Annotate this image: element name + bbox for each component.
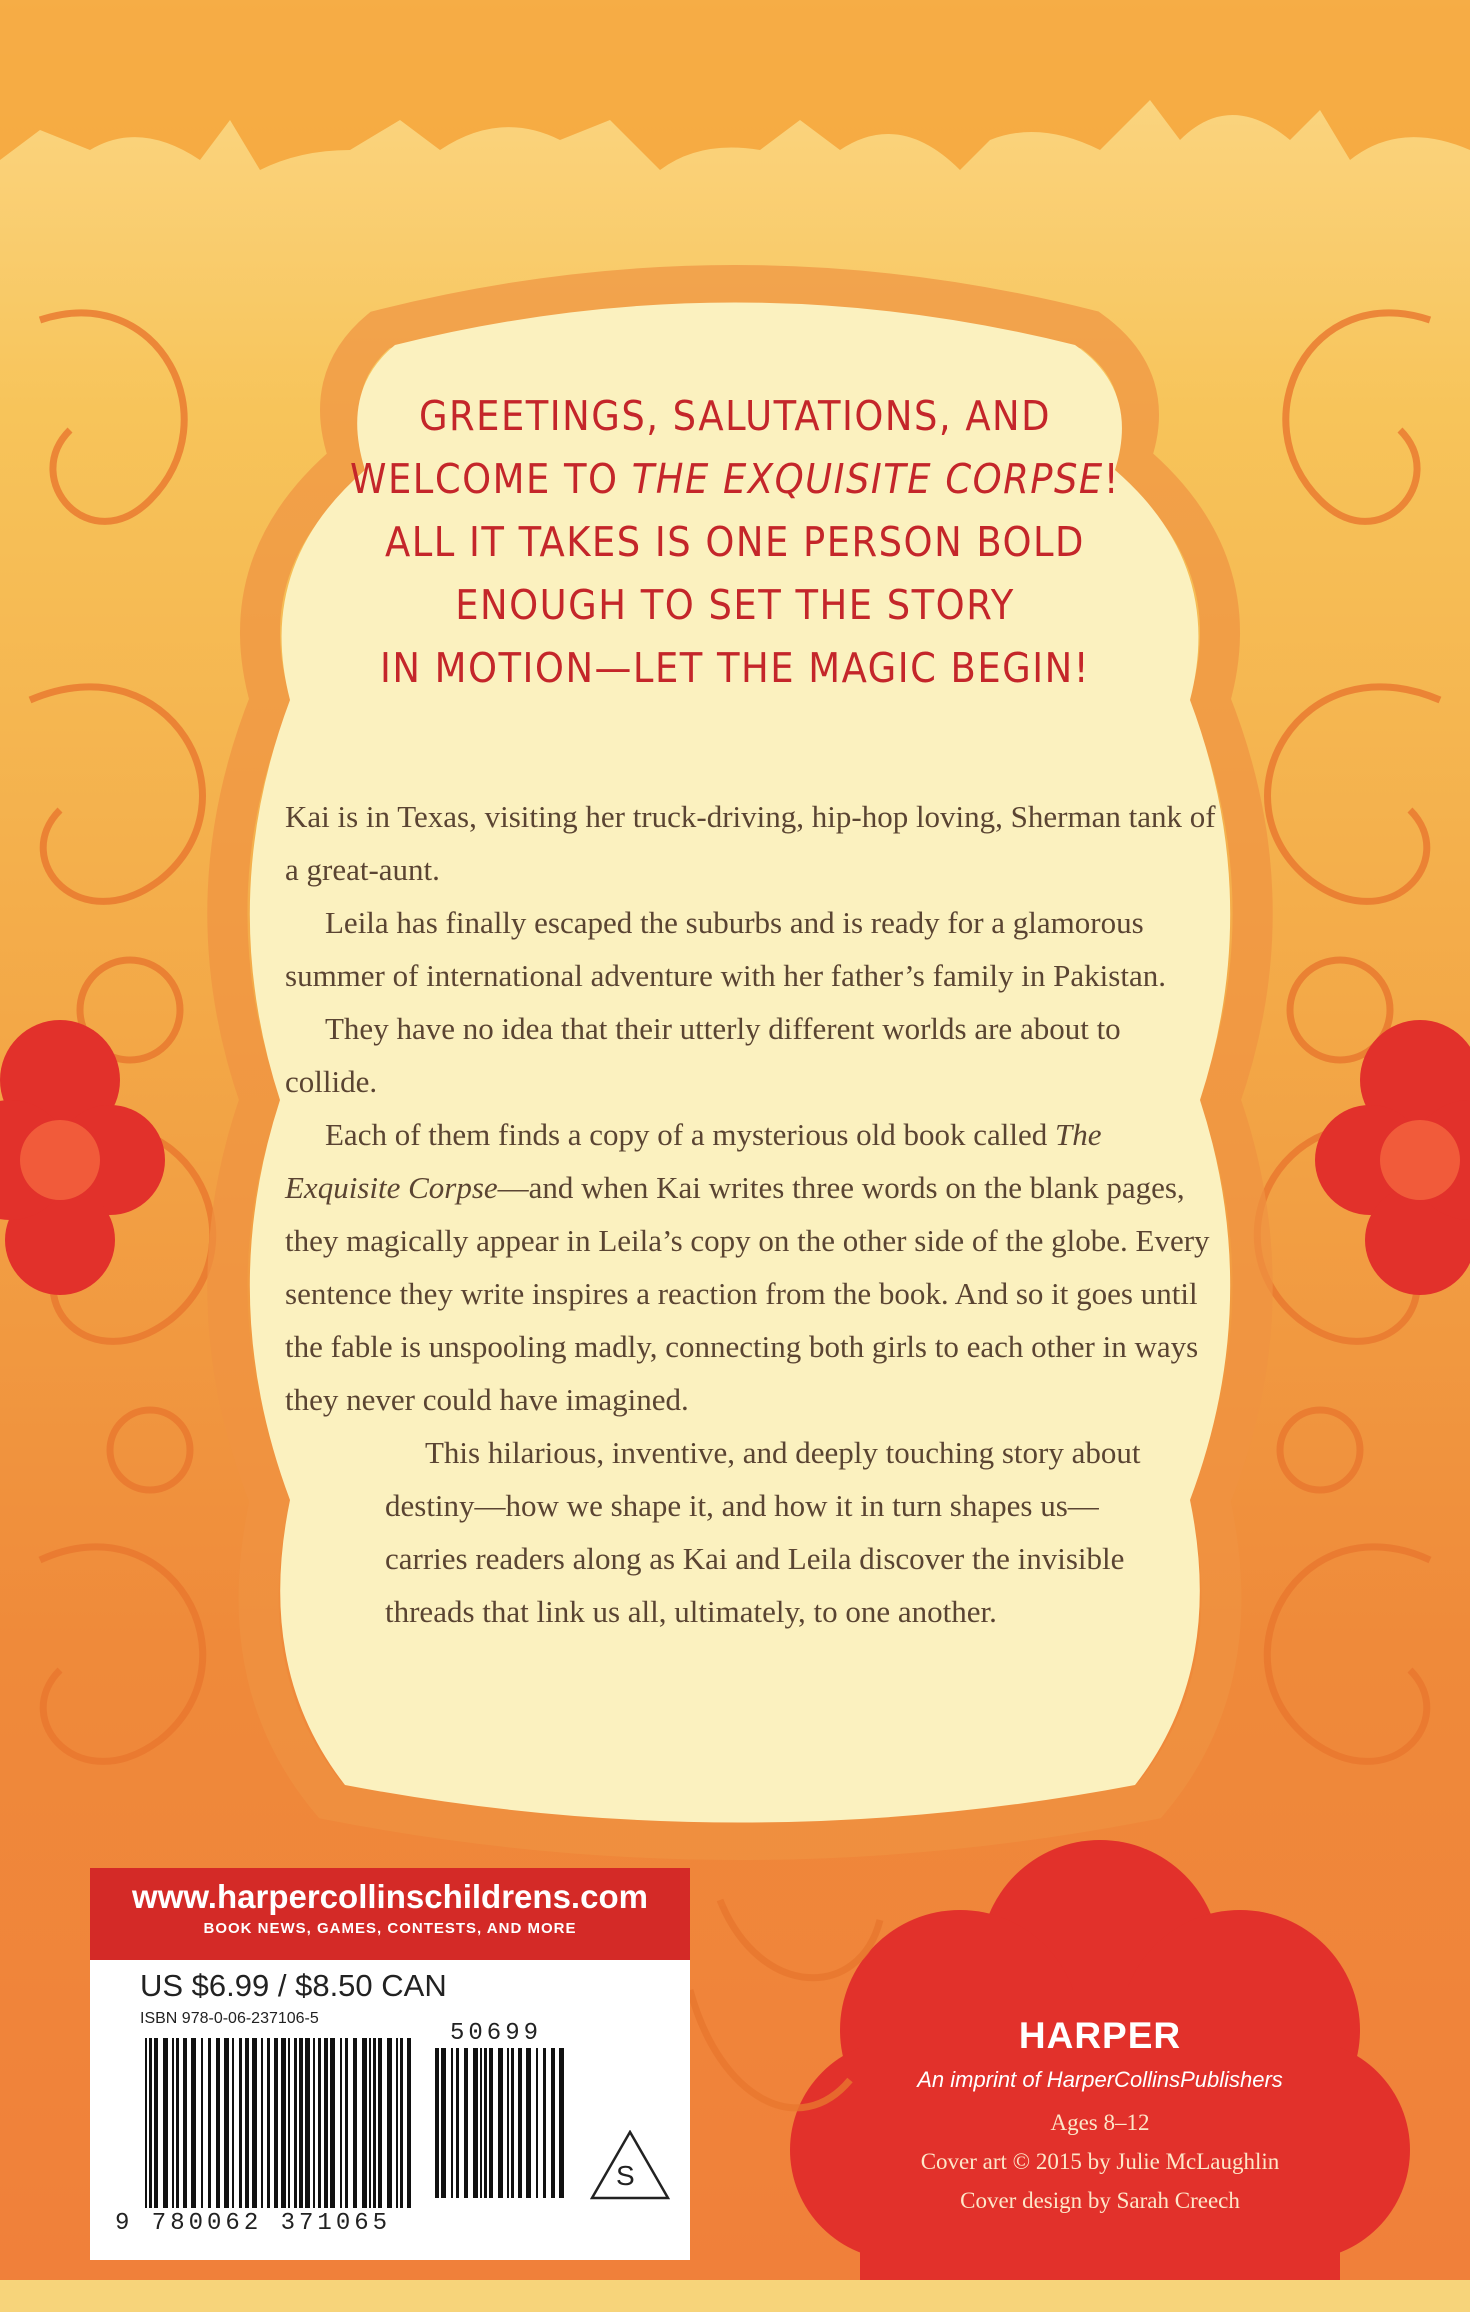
imprint bbox=[820, 2015, 1380, 2220]
blurb bbox=[285, 790, 1220, 1638]
cover-design-credit: Cover design by Sarah Creech bbox=[960, 2188, 1240, 2213]
website-tagline: BOOK NEWS, GAMES, CONTESTS, AND MORE bbox=[203, 1920, 577, 1937]
barcode-box bbox=[90, 1960, 690, 2260]
price-code: 50699 bbox=[450, 2020, 543, 2047]
blurb-paragraph: Leila has finally escaped the suburbs and is ready for a glamorous summer of international adventure with her father’s family in Pakistan. bbox=[285, 905, 1166, 993]
city-skyline-icon bbox=[0, 0, 1470, 170]
website-banner bbox=[90, 1868, 690, 1960]
age-range: Ages 8–12 bbox=[1050, 2110, 1150, 2135]
blurb-paragraph: Kai is in Texas, visiting her truck-driving, hip-hop loving, Sherman tank of a great-aunt. bbox=[285, 799, 1216, 887]
isbn: ISBN 978-0-06-237106-5 bbox=[140, 2010, 319, 2027]
cover-art-credit: Cover art © 2015 by Julie McLaughlin bbox=[920, 2149, 1280, 2174]
blurb-paragraph: Each of them finds a copy of a mysterious old book called The Exquisite Corpse—and when Kai writes three words on the blank pages, they magically appear in Leila’s copy on the other side of the globe. Every sentence they write inspires a reaction from the book. And so it goes until the fable is unspooling madly, connecting both girls to each other in ways they never could have imagined. bbox=[285, 1117, 1210, 1417]
imprint-line: An imprint of HarperCollinsPublishers bbox=[917, 2067, 1283, 2092]
barcode-digits: 9 780062 371065 bbox=[115, 2210, 392, 2237]
price: US $6.99 / $8.50 CAN bbox=[140, 1968, 447, 2003]
website-url[interactable]: www.harpercollinschildrens.com bbox=[132, 1878, 648, 1915]
price-barcode-icon bbox=[435, 2048, 565, 2198]
book-title: The Exquisite Corpse bbox=[285, 1117, 1102, 1205]
publisher-name: HARPER bbox=[1018, 2015, 1182, 2056]
heading-tagline: GREETINGS, SALUTATIONS, AND WELCOME TO THE EXQUISITE CORPSE! ALL IT TAKES IS ONE PERSON BOLD ENOUGH TO SET THE STORY IN MOTION—LET THE MAGIC BEGIN! bbox=[350, 392, 1120, 692]
blurb-paragraph: This hilarious, inventive, and deeply touching story about destiny—how we shape it, and how it in turn shapes us—carries readers along as Kai and Leila discover the invisible threads that link us all, ultimately, to one another. bbox=[385, 1435, 1141, 1629]
rating-letter: S bbox=[616, 2160, 635, 2191]
price-barcode-label bbox=[90, 1868, 690, 2312]
blurb-paragraph: They have no idea that their utterly different worlds are about to collide. bbox=[285, 1011, 1121, 1099]
barcode-icon bbox=[145, 2038, 415, 2208]
